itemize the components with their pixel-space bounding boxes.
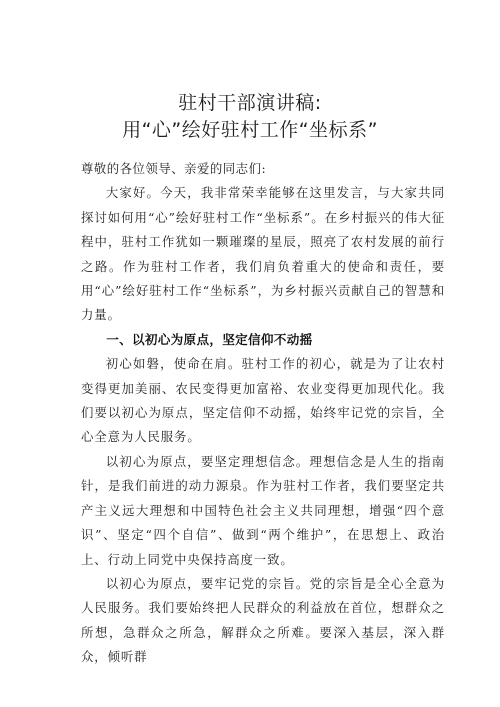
greeting-paragraph: 尊敬的各位领导、亲爱的同志们: [81, 161, 267, 176]
document-title-line-2: 用“心”绘好驻村工作“坐标系” [122, 119, 378, 141]
intro-paragraph: 大家好。今天，我非常荣幸能够在这里发言，与大家共同探讨如何用“心”绘好驻村工作“坐标系”。在乡村振兴的伟大征程中，驻村工作犹如一颗璀璨的星辰，照亮了农村发展的前行之路。作为驻村工作者，我们肩负着重大的使命和责任，要用“心”绘好驻村工作“坐标系”，为乡村振兴贡献自己的智慧和力量。 [81, 185, 445, 323]
section-1-heading: 一、以初心为原点，坚定信仰不动摇 [106, 331, 313, 347]
document-title-line-1: 驻村干部演讲稿: [178, 92, 322, 114]
section-1-paragraph-2: 以初心为原点，要坚定理想信念。理想信念是人生的指南针，是我们前进的动力源泉。作为驻村工作者，我们要坚定共产主义远大理想和中国特色社会主义共同理想，增强“四个意识”、坚定“四个自信”、做到“两个维护”，在思想上、政治上、行动上同党中央保持高度一致。 [81, 453, 445, 567]
section-1-paragraph-3: 以初心为原点，要牢记党的宗旨。党的宗旨是全心全意为人民服务。我们要始终把人民群众的利益放在首位，想群众之所想，急群众之所急，解群众之所难。要深入基层，深入群众，倾听群 [81, 575, 445, 665]
section-1-paragraph-1: 初心如磐，使命在肩。驻村工作的初心，就是为了让农村变得更加美丽、农民变得更加富裕、农业变得更加现代化。我们要以初心为原点，坚定信仰不动摇，始终牢记党的宗旨，全心全意为人民服务。 [81, 356, 445, 445]
document-body [81, 157, 445, 670]
